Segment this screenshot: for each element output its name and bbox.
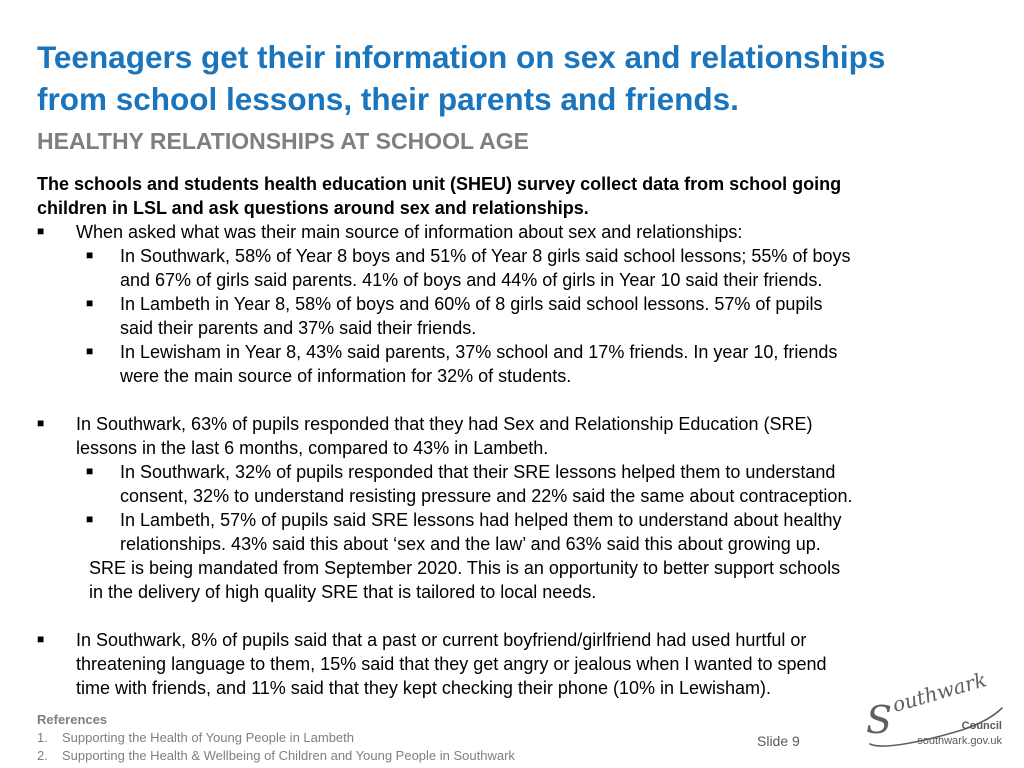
bullet-line: In Lambeth in Year 8, 58% of boys and 60% of 8 girls said school lessons. 57% of pupils bbox=[120, 294, 823, 314]
square-bullet-icon: ■ bbox=[37, 416, 45, 430]
logo-wordmark-initial: S bbox=[866, 698, 893, 742]
square-bullet-icon: ■ bbox=[86, 296, 94, 310]
intro-line: children in LSL and ask questions around sex and relationships. bbox=[37, 198, 589, 218]
references-heading: References bbox=[37, 712, 108, 727]
sre-mandate-note bbox=[37, 556, 997, 604]
square-bullet-icon: ■ bbox=[37, 632, 45, 646]
logo-url: southwark.gov.uk bbox=[917, 735, 1002, 747]
bullet-line: In Lambeth, 57% of pupils said SRE lessons had helped them to understand about healthy bbox=[120, 510, 842, 530]
bullet-line: threatening language to them, 15% said that they get angry or jealous when I wanted to spend bbox=[76, 654, 827, 674]
intro-paragraph bbox=[37, 172, 997, 220]
bullet-line: time with friends, and 11% said that they kept checking their phone (10% in Lewisham). bbox=[76, 678, 772, 698]
bullet-line: In Southwark, 32% of pupils responded that their SRE lessons helped them to understand bbox=[120, 462, 836, 482]
bullet-line: said their parents and 37% said their friends. bbox=[120, 318, 477, 338]
bullet-line: lessons in the last 6 months, compared to 43% in Lambeth. bbox=[76, 438, 549, 458]
bullet-sre-lessons bbox=[37, 412, 997, 460]
intro-line: The schools and students health education unit (SHEU) survey collect data from school going bbox=[37, 174, 842, 194]
sub-bullet-southwark-sources bbox=[37, 244, 997, 292]
references bbox=[37, 711, 515, 765]
sub-bullet-lewisham-sources bbox=[37, 340, 997, 388]
square-bullet-icon: ■ bbox=[37, 224, 45, 238]
sub-bullet-lambeth-sre bbox=[37, 508, 997, 556]
bullet-line: consent, 32% to understand resisting pressure and 22% said the same about contraception. bbox=[120, 486, 853, 506]
bullet-line: When asked what was their main source of information about sex and relationships: bbox=[76, 222, 743, 242]
square-bullet-icon: ■ bbox=[86, 344, 94, 358]
sub-bullet-lambeth-sources bbox=[37, 292, 997, 340]
paragraph-gap bbox=[37, 388, 997, 412]
slide-title-line: Teenagers get their information on sex and relationships bbox=[37, 39, 886, 75]
reference-number: 2. bbox=[37, 748, 48, 763]
bullet-line: In Southwark, 58% of Year 8 boys and 51% of Year 8 girls said school lessons; 55% of boys bbox=[120, 246, 851, 266]
square-bullet-icon: ■ bbox=[86, 512, 94, 526]
paragraph-gap bbox=[37, 604, 997, 628]
reference-number: 1. bbox=[37, 730, 48, 745]
slide-number: Slide 9 bbox=[757, 733, 800, 749]
slide-title-line: from school lessons, their parents and friends. bbox=[37, 81, 739, 117]
slide-subtitle: HEALTHY RELATIONSHIPS AT SCHOOL AGE bbox=[37, 128, 529, 154]
reference-item bbox=[37, 747, 515, 765]
square-bullet-icon: ■ bbox=[86, 464, 94, 478]
sub-bullet-southwark-sre bbox=[37, 460, 997, 508]
bullet-line: and 67% of girls said parents. 41% of boys and 44% of girls in Year 10 said their friends. bbox=[120, 270, 823, 290]
bullet-line: In Lewisham in Year 8, 43% said parents, 37% school and 17% friends. In year 10, friends bbox=[120, 342, 838, 362]
square-bullet-icon: ■ bbox=[86, 248, 94, 262]
bullet-line: In Southwark, 63% of pupils responded that they had Sex and Relationship Education (SRE) bbox=[76, 414, 813, 434]
bullet-line: were the main source of information for 32% of students. bbox=[120, 366, 572, 386]
note-line: SRE is being mandated from September 2020. This is an opportunity to better support schools bbox=[89, 558, 841, 578]
bullet-line: relationships. 43% said this about ‘sex and the law’ and 63% said this about growing up. bbox=[120, 534, 821, 554]
slide-body bbox=[37, 172, 997, 700]
logo-council-label: Council bbox=[961, 720, 1002, 732]
logo-wordmark-rest: outhwark bbox=[889, 667, 990, 717]
reference-item bbox=[37, 729, 515, 747]
southwark-council-logo bbox=[862, 667, 1008, 754]
reference-text: Supporting the Health & Wellbeing of Children and Young People in Southwark bbox=[62, 748, 515, 763]
reference-text: Supporting the Health of Young People in Lambeth bbox=[62, 730, 355, 745]
slide-title bbox=[37, 36, 997, 120]
bullet-line: In Southwark, 8% of pupils said that a past or current boyfriend/girlfriend had used hurtful or bbox=[76, 630, 807, 650]
bullet-relationship-behaviour bbox=[37, 628, 997, 700]
bullet-main-information-source bbox=[37, 220, 997, 244]
note-line: in the delivery of high quality SRE that is tailored to local needs. bbox=[89, 582, 597, 602]
